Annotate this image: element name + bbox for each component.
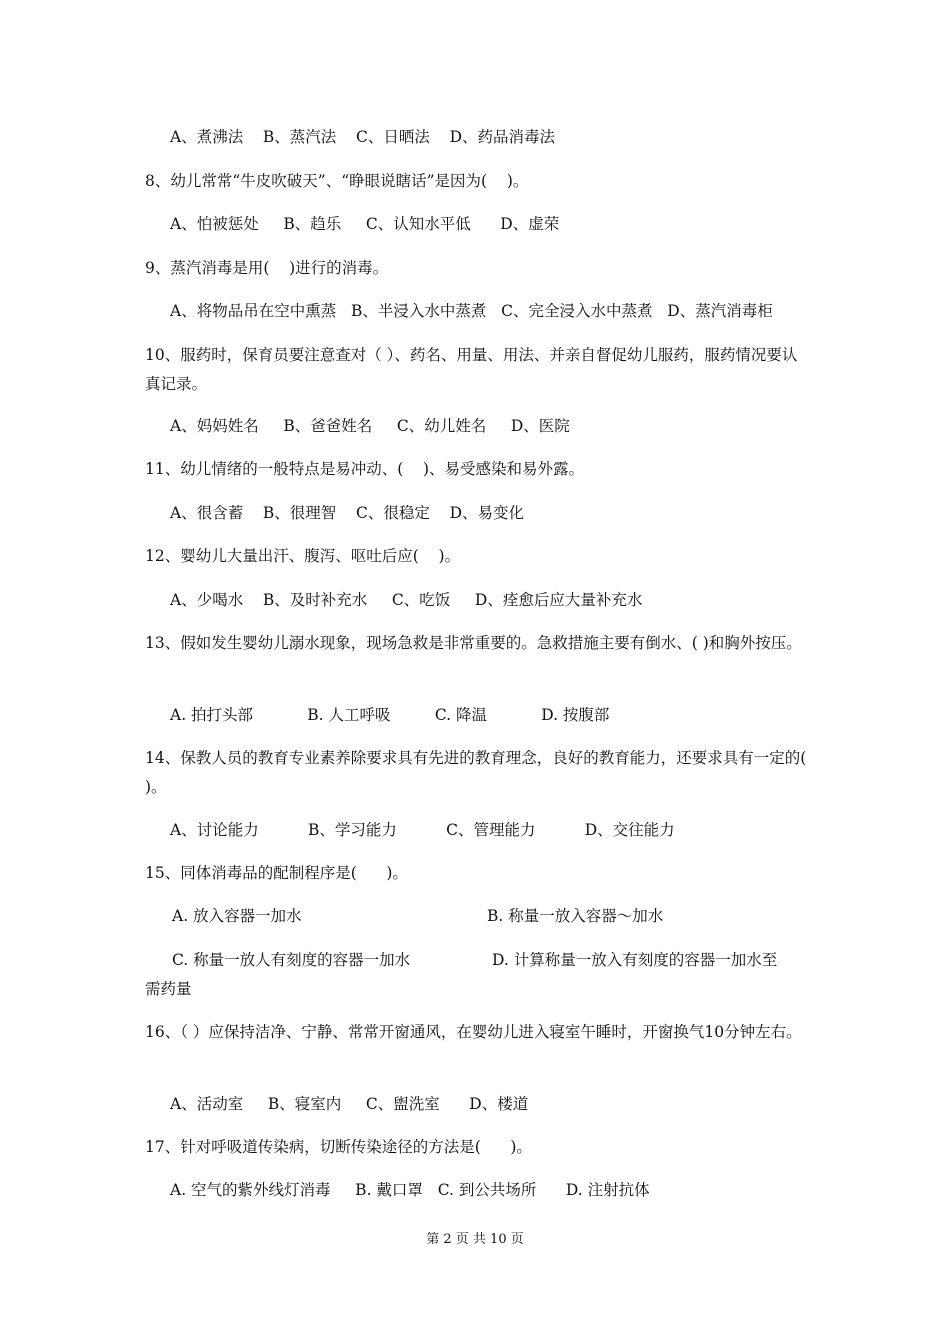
q10-options: A、妈妈姓名 B、爸爸姓名 C、幼儿姓名 D、医院 (170, 417, 570, 435)
q14-stem: 14、保教人员的教育专业素养除要求具有先进的教育理念，良好的教育能力，还要求具有一定的( )。 (145, 749, 807, 796)
q16-options: A、活动室 B、寝室内 C、盥洗室 D、楼道 (170, 1095, 529, 1113)
page-footer: 第 2 页 共 10 页 (426, 1232, 524, 1247)
q15-stem: 15、同体消毒品的配制程序是( )。 (145, 864, 408, 882)
q15-option-d: D. 计算称量一放入有刻度的容器一加水至 (492, 951, 778, 969)
q7-options: A、煮沸法 B、蒸汽法 C、日晒法 D、药品消毒法 (170, 128, 555, 146)
q12-options: A、少喝水 B、及时补充水 C、吃饭 D、痊愈后应大量补充水 (170, 591, 643, 609)
q8-options: A、怕被惩处 B、趋乐 C、认知水平低 D、虚荣 (170, 215, 560, 233)
q15-option-a: A. 放入容器一加水 (172, 907, 302, 925)
q14-options: A、讨论能力 B、学习能力 C、管理能力 D、交往能力 (170, 821, 675, 839)
q13-stem: 13、假如发生婴幼儿溺水现象，现场急救是非常重要的。急救措施主要有倒水、( )和胸外按压。 (145, 634, 802, 652)
q11-stem: 11、幼儿情绪的一般特点是易冲动、( )、易受感染和易外露。 (145, 460, 585, 478)
q11-options: A、很含蓄 B、很理智 C、很稳定 D、易变化 (170, 504, 524, 522)
q10-stem: 10、服药时，保育员要注意查对（ ）、药名、用量、用法、并亲自督促幼儿服药，服药情况要认真记录。 (145, 346, 798, 393)
q17-stem: 17、针对呼吸道传染病，切断传染途径的方法是( )。 (145, 1138, 532, 1156)
q16-stem: 16、（ ）应保持洁净、宁静、常常开窗通风，在婴幼儿进入寝室午睡时，开窗换气10分钟左右。 (145, 1023, 802, 1041)
q15-option-b: B. 称量一放入容器～加水 (487, 907, 664, 925)
q17-options: A. 空气的紫外线灯消毒 B. 戴口罩 C. 到公共场所 D. 注射抗体 (170, 1181, 650, 1199)
q13-options: A. 拍打头部 B. 人工呼吸 C. 降温 D. 按腹部 (170, 706, 610, 724)
q15-option-c: C. 称量一放人有刻度的容器一加水 (172, 951, 411, 969)
q15-option-d-continued: 需药量 (145, 980, 192, 998)
q12-stem: 12、婴幼儿大量出汗、腹泻、呕吐后应( )。 (145, 547, 461, 565)
q9-options: A、将物品吊在空中熏蒸 B、半浸入水中蒸煮 C、完全浸入水中蒸煮 D、蒸汽消毒柜 (170, 302, 773, 320)
q8-stem: 8、幼儿常常“牛皮吹破天”、“睁眼说瞎话”是因为( )。 (145, 172, 529, 190)
q9-stem: 9、蒸汽消毒是用( )进行的消毒。 (145, 259, 389, 277)
